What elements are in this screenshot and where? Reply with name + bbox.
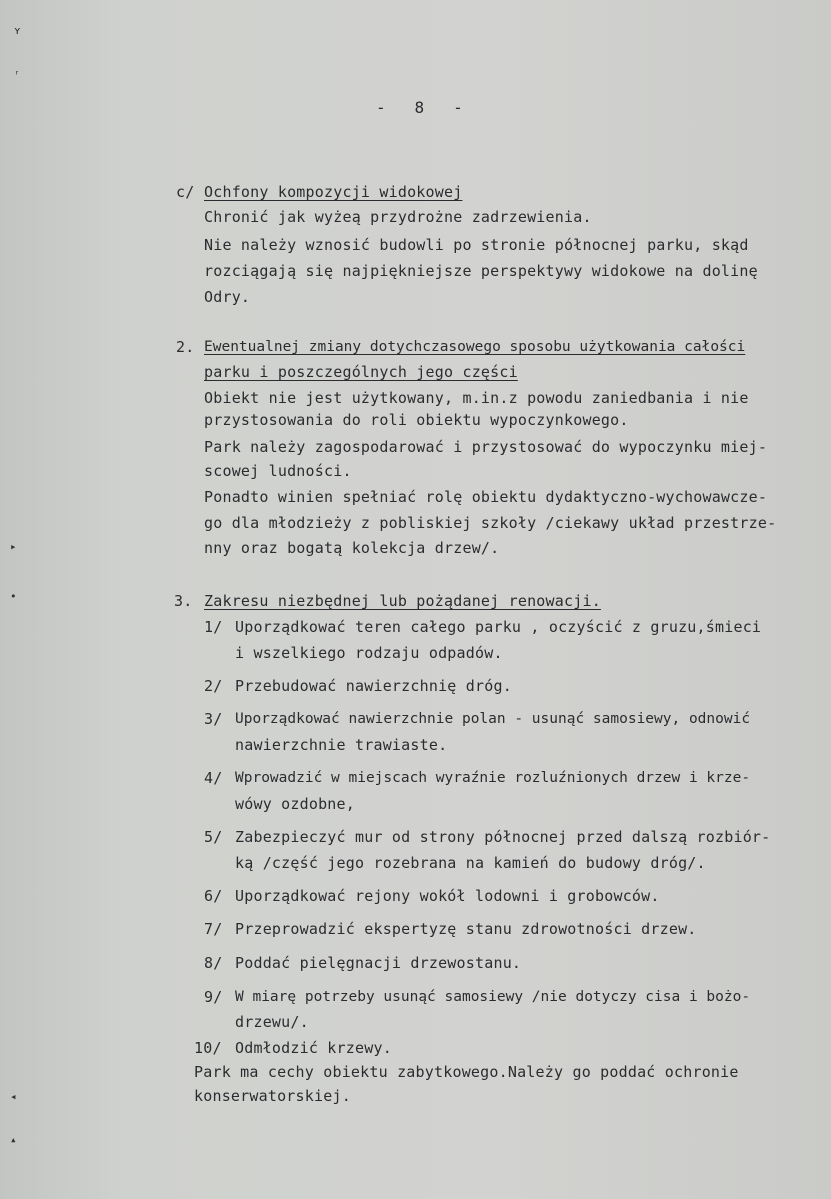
section-c-line: Chronić jak wyżeą przydrożne zadrzewienia. <box>204 208 592 226</box>
section-2-line: Park należy zagospodarować i przystosować do wypoczynku miej- <box>204 438 768 456</box>
renovation-item-number: 9/ <box>204 988 223 1006</box>
renovation-item-text: Uporządkować nawierzchnie polan - usunąć samosiewy, odnowić <box>235 711 751 727</box>
margin-mark: ʳ <box>14 68 21 81</box>
section-c-heading: Ochfony kompozycji widokowej <box>204 183 463 201</box>
section-2-line: go dla młodzieży z pobliskiej szkoły /ciekawy układ przestrze- <box>204 514 777 532</box>
renovation-item-number: 8/ <box>204 954 223 972</box>
renovation-item-text: drzewu/. <box>235 1013 309 1031</box>
renovation-item-number: 7/ <box>204 920 223 938</box>
renovation-item-text: Zabezpieczyć mur od strony północnej przed dalszą rozbiór- <box>235 828 771 846</box>
closing-line: Park ma cechy obiektu zabytkowego.Należy go poddać ochronie <box>194 1063 739 1081</box>
section-2-label: 2. <box>176 338 195 356</box>
section-2-heading: Ewentualnej zmiany dotychczasowego sposobu użytkowania całości <box>204 339 746 355</box>
margin-mark: ◂ <box>10 1090 17 1103</box>
section-2-line: scowej ludności. <box>204 462 352 480</box>
section-3-label: 3. <box>174 592 193 610</box>
renovation-item-text: i wszelkiego rodzaju odpadów. <box>235 644 503 662</box>
renovation-item-number: 10/ <box>194 1039 222 1057</box>
section-2-line: przystosowania do roli obiektu wypoczynkowego. <box>204 411 629 429</box>
section-2-line: Obiekt nie jest użytkowany, m.in.z powodu zaniedbania i nie <box>204 389 749 407</box>
section-c-line: rozciągają się najpiękniejsze perspektywy widokowe na dolinę <box>204 262 758 280</box>
section-2-line: Ponadto winien spełniać rolę obiektu dydaktyczno-wychowawcze- <box>204 488 768 506</box>
renovation-item-text: Przebudować nawierzchnię dróg. <box>235 677 512 695</box>
margin-mark: ▴ <box>10 1133 17 1146</box>
renovation-item-text: Odmłodzić krzewy. <box>235 1039 392 1057</box>
renovation-item-text: Uporządkować teren całego parku , oczyścić z gruzu,śmieci <box>235 618 762 636</box>
renovation-item-text: ką /część jego rozebrana na kamień do budowy dróg/. <box>235 854 706 872</box>
renovation-item-text: Uporządkować rejony wokół lodowni i grobowców. <box>235 887 660 905</box>
renovation-item-number: 6/ <box>204 887 223 905</box>
section-2-line: nny oraz bogatą kolekcja drzew/. <box>204 539 500 557</box>
margin-mark: • <box>10 590 17 603</box>
margin-mark: ▸ <box>10 540 17 553</box>
renovation-item-text: wówy ozdobne, <box>235 795 355 813</box>
page-number: - 8 - <box>376 98 463 117</box>
renovation-item-text: nawierzchnie trawiaste. <box>235 736 448 754</box>
renovation-item-number: 1/ <box>204 618 223 636</box>
section-2-heading: parku i poszczególnych jego części <box>204 363 518 381</box>
closing-line: konserwatorskiej. <box>194 1087 351 1105</box>
renovation-item-text: Wprowadzić w miejscach wyraźnie rozluźnionych drzew i krze- <box>235 770 751 786</box>
section-c-label: c/ <box>176 183 195 201</box>
renovation-item-number: 5/ <box>204 828 223 846</box>
renovation-item-text: Przeprowadzić ekspertyzę stanu zdrowotności drzew. <box>235 920 697 938</box>
section-c-line: Odry. <box>204 288 251 306</box>
renovation-item-text: W miarę potrzeby usunąć samosiewy /nie dotyczy cisa i bożo- <box>235 989 751 1005</box>
renovation-item-number: 3/ <box>204 710 223 728</box>
renovation-item-number: 4/ <box>204 769 223 787</box>
section-3-heading: Zakresu niezbędnej lub pożądanej renowacji. <box>204 592 601 610</box>
renovation-item-number: 2/ <box>204 677 223 695</box>
section-c-line: Nie należy wznosić budowli po stronie północnej parku, skąd <box>204 236 749 254</box>
renovation-item-text: Poddać pielęgnacji drzewostanu. <box>235 954 522 972</box>
margin-mark: ʏ <box>14 24 21 37</box>
